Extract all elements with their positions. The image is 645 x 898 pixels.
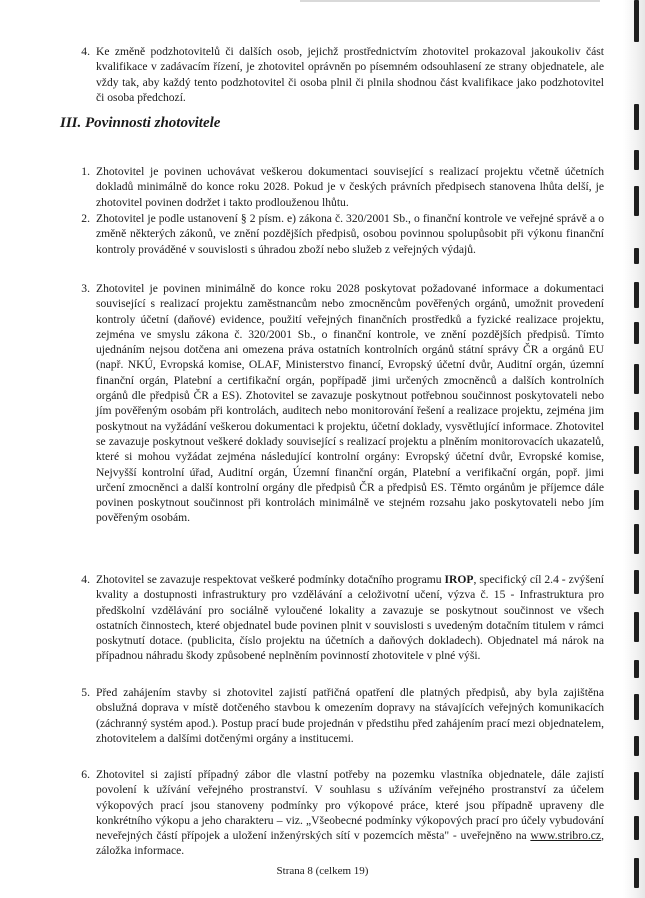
list-item-top-4 <box>81 44 604 105</box>
item-text <box>96 572 604 664</box>
item-number: 3. <box>81 282 90 295</box>
list-item-5 <box>81 685 604 746</box>
website-link[interactable]: www.stribro.cz <box>530 829 602 843</box>
item-number: 4. <box>81 573 90 586</box>
section-heading: III. Povinnosti zhotovitele <box>60 115 221 131</box>
item-number: 5. <box>81 686 90 699</box>
item-text-part: , záložka informace. <box>96 829 604 858</box>
list-item-6 <box>81 767 604 859</box>
program-name: IROP <box>444 573 474 586</box>
list-item-1 <box>81 164 604 210</box>
item-number: 1. <box>81 165 90 178</box>
item-number: 4. <box>81 45 90 58</box>
item-text-part: Zhotovitel si zajistí případný zábor dle vlastní potřeby na pozemku vlastníka objednatele, dále zajistí povolení k užívání veřejného prostranství. V souhlasu s užíváním veřejného prostranství za účelem výkopových prací jsou stanoveny podmínky pro výkopové práce, které jsou případně upraveny dle konkrétního výkopu a jeho charakteru – viz. „Všeobecné podmínky výkopových prací pro účely vybudování neveřejných částí přípojek a uložení inženýrských sítí v pozemcích města" - uveřejněno na <box>96 768 604 843</box>
item-text <box>96 767 604 859</box>
item-text: Zhotovitel je povinen minimálně do konce roku 2028 poskytovat požadované informace a dokumentaci související s realizací projektu zaměstnancům nebo zmocněncům pověřených orgánů, umožnit provedení kontroly účetní (daňové) evidence, použití veřejných finančních prostředků a fyzické realizace projektu, zejména ve smyslu zákona č. 320/2001 Sb., o finanční kontrole, ve znění pozdějších předpisů. Tímto ujednáním nejsou dotčena ani omezena práva ostatních kontrolních orgánů státní správy ČR a orgánů EU (např. NKÚ, Evropská komise, OLAF, Ministerstvo financí, Evropský účetní dvůr, Auditní orgán, územní finanční orgán, Platební a certifikační orgán, popřípadě jimi určených zmocněnců a dalších kontrolních orgánů dle předpisů ČR a ES). Zhotovitel se zavazuje poskytnout potřebnou součinnost poskytovateli nebo jím pověřeným osobám při kontrolách, auditech nebo monitorování řešení a realizace projektu, zejména jim poskytnout na vyžádání veškerou dokumentaci k projektu, účetní doklady, vysvětlující informace. Zhotovitel se zavazuje poskytnout veškeré doklady související s realizací projektu a plněním monitorovacích ukazatelů, které si mohou vyžádat zejména následující kontrolní orgány: Evropský účetní dvůr, Evropské komise, Nejvyšší kontrolní úřad, Auditní orgán, Územní finanční orgán, Platební a verifikační orgán, popř. jimi určení zmocněnci a další kontrolní orgány dle předpisů ČR a předpisů ES. Těmto orgánům je příjemce dále povinen poskytnout součinnost při kontrolách minimálně ve stejném rozsahu jako poskytovateli nebo jím pověřeným osobám. <box>96 282 604 525</box>
page-number-footer: Strana 8 (celkem 19) <box>276 865 369 877</box>
item-text-part: , specifický cíl 2.4 - zvýšení kvality a dostupnosti infrastruktury pro vzdělávání a celoživotní učení, výzva č. 15 - Infrastruktura pro předškolní vzdělávání pro sociálně vyloučené lokality a zavazuje se poskytnout součinnost ve všech ostatních činnostech, které objednatel bude povinen plnit v souvislosti s uvedeným dotačním titulem v rámci poskytnutí dotace. (publicita, číslo projektu na účetních a daňových dokladech). Objednatel má nárok na případnou náhradu škody způsobené neplněním povinností zhotovitele v plné výši. <box>96 573 604 663</box>
item-text: Zhotovitel je povinen uchovávat veškerou dokumentaci související s realizací projektu včetně účetních dokladů minimálně do konce roku 2028. Pokud je v českých právních předpisech stanovena lhůta delší, je zhotovitel povinen dodržet i takto prodlouženou lhůtu. <box>96 165 604 209</box>
list-item-2 <box>81 211 604 257</box>
item-text-part: Zhotovitel se zavazuje respektovat veškeré podmínky dotačního programu <box>96 573 445 586</box>
item-number: 2. <box>81 212 90 225</box>
list-item-3 <box>81 281 604 526</box>
item-text: Ke změně podzhotovitelů či dalších osob, jejichž prostřednictvím zhotovitel prokazoval jakoukoliv část kvalifikace v zadávacím řízení, je zhotovitel oprávněn po písemném odsouhlasení ze strany objednatele, ale vždy tak, aby každý tento podzhotovitel či osoba plnil či plnila shodnou část kvalifikace jako podzhotovitel či osoba předchozí. <box>96 45 604 104</box>
item-number: 6. <box>81 768 90 781</box>
list-item-4 <box>81 572 604 664</box>
item-text: Před zahájením stavby si zhotovitel zajistí patřičná opatření dle platných předpisů, aby byla zajištěna obslužná doprava v místě dotčeného stavbou k omezením dopravy na stávajících veřejných komunikacích (záchranný systém apod.). Postup prací bude projednán v předstihu před zahájením prací mezi objednatelem, zhotovitelem a dalšími dotčenými orgány a institucemi. <box>96 686 604 745</box>
item-text: Zhotovitel je podle ustanovení § 2 písm. e) zákona č. 320/2001 Sb., o finanční kontrole ve veřejné správě a o změně některých zákonů, ve znění pozdějších předpisů, osobou povinnou spolupůsobit při výkonu finanční kontroly prováděné v souvislosti s úhradou zboží nebo služeb z veřejných výdajů. <box>96 212 604 256</box>
